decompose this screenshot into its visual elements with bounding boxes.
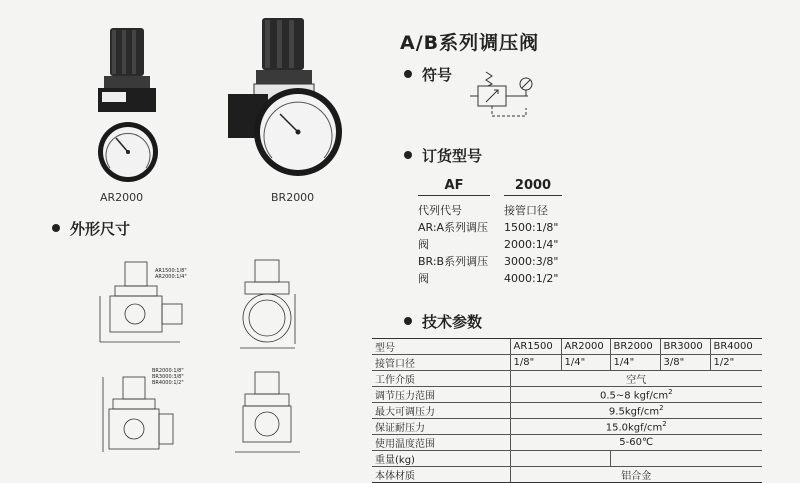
- spec-cell: BR3000: [660, 339, 710, 355]
- spec-cell: 铝合金: [510, 467, 762, 483]
- spec-cell: 本体材质: [372, 467, 510, 483]
- order-col-series: [418, 178, 490, 287]
- spec-row-weight: [372, 451, 762, 467]
- spec-cell: [610, 451, 762, 467]
- order-port-4000: 4000:1/2": [504, 272, 559, 285]
- spec-cell: 1/8": [510, 355, 561, 371]
- order-port-1500: 1500:1/8": [504, 221, 559, 234]
- spec-cell: 使用温度范围: [372, 435, 510, 451]
- dimensions-heading: 外形尺寸: [52, 218, 130, 239]
- spec-row-max-pressure: [372, 403, 762, 419]
- order-port-code: 2000: [504, 178, 562, 196]
- specs-heading: 技术参数: [404, 311, 482, 332]
- spec-cell: $9.5kgf/cm^2$: [510, 403, 762, 419]
- order-series-a: AR:A系列调压阀: [418, 221, 489, 251]
- spec-cell: 1/2": [710, 355, 762, 371]
- dimension-drawings: [95, 252, 325, 467]
- order-heading: 订货型号: [404, 145, 482, 166]
- order-port-title: 接管口径: [504, 204, 548, 217]
- spec-cell: 3/8": [660, 355, 710, 371]
- order-port-2000: 2000:1/4": [504, 238, 559, 251]
- page-title: A/B系列调压阀: [400, 32, 540, 54]
- bottom-drawing-note: BR2000:1/8" BR3000:3/8" BR4000:1/2": [152, 368, 184, 386]
- bullet-icon: [404, 317, 412, 325]
- spec-cell: 保证耐压力: [372, 419, 510, 435]
- spec-cell: 工作介质: [372, 371, 510, 387]
- spec-cell: [510, 451, 610, 467]
- order-col-port: [504, 178, 562, 287]
- spec-cell: 调节压力范围: [372, 387, 510, 403]
- bullet-icon: [404, 151, 412, 159]
- spec-row-temp: [372, 435, 762, 451]
- spec-cell: 1/4": [561, 355, 610, 371]
- spec-row-port: [372, 355, 762, 371]
- spec-cell: BR2000: [610, 339, 660, 355]
- spec-row-proof-pressure: [372, 419, 762, 435]
- spec-cell: AR2000: [561, 339, 610, 355]
- order-series-title: 代列代号: [418, 204, 462, 217]
- br2000-photo: [220, 10, 350, 185]
- bullet-icon: [404, 70, 412, 78]
- spec-cell: 5-60℃: [510, 435, 762, 451]
- spec-cell: 0.5~8 kgf/$cm^2$: [510, 387, 762, 403]
- br2000-label: BR2000: [271, 191, 315, 204]
- order-series-b: BR:B系列调压阀: [418, 255, 489, 285]
- spec-cell: 1/4": [610, 355, 660, 371]
- spec-row-material: [372, 467, 762, 483]
- ar2000-photo: [90, 20, 190, 185]
- bullet-icon: [52, 224, 60, 232]
- spec-cell: 重量(kg): [372, 451, 510, 467]
- top-drawing-note: AR1500:1/8" AR2000:1/4": [155, 268, 187, 280]
- spec-cell: BR4000: [710, 339, 762, 355]
- regulator-symbol: [470, 68, 545, 123]
- spec-header-row: [372, 339, 762, 355]
- spec-cell: AR1500: [510, 339, 561, 355]
- spec-cell: 接管口径: [372, 355, 510, 371]
- spec-cell: 型号: [372, 339, 510, 355]
- order-series-code: AF: [418, 178, 490, 196]
- order-port-3000: 3000:3/8": [504, 255, 559, 268]
- spec-table: [372, 338, 762, 483]
- spec-cell: 空气: [510, 371, 762, 387]
- spec-cell: $15.0kgf/cm^2$: [510, 419, 762, 435]
- spec-row-pressure-range: [372, 387, 762, 403]
- spec-row-medium: [372, 371, 762, 387]
- spec-cell: 最大可调压力: [372, 403, 510, 419]
- symbol-heading: 符号: [404, 64, 452, 85]
- ar2000-label: AR2000: [100, 191, 144, 204]
